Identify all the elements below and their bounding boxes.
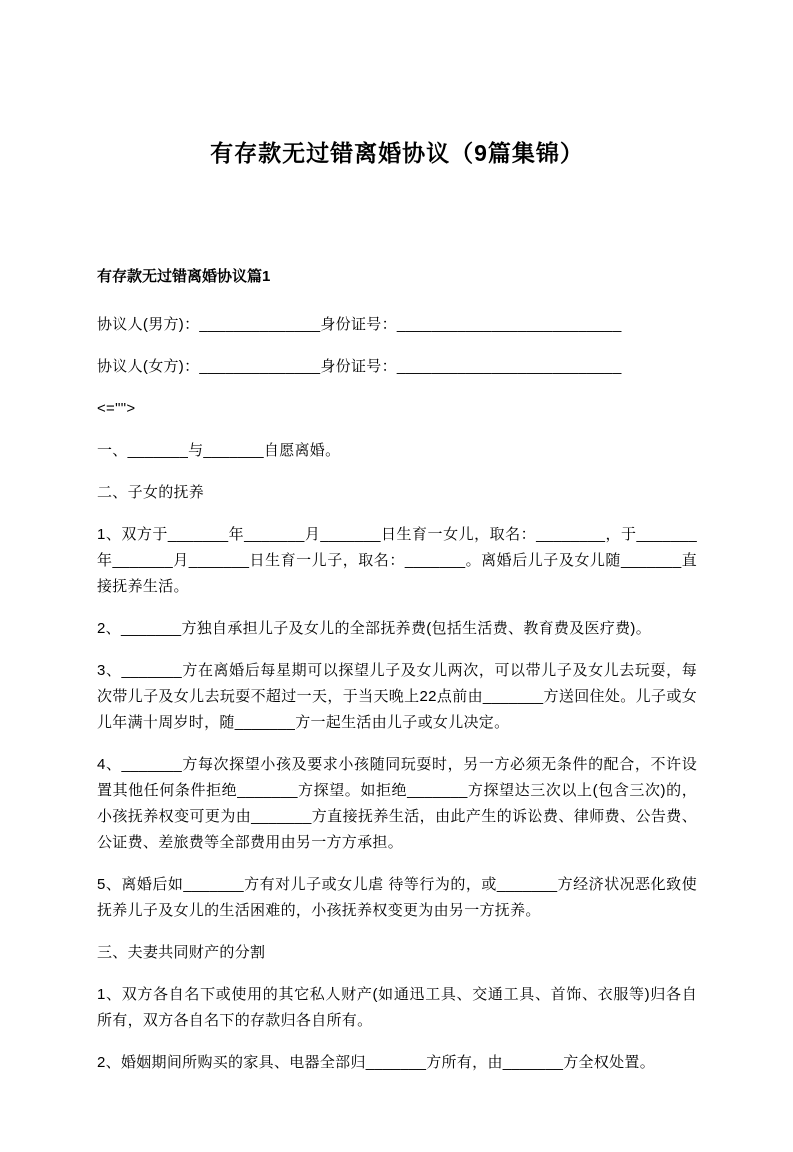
- property-item-2: 2、婚姻期间所购买的家具、电器全部归_______方所有，由_______方全权处置。: [97, 1054, 656, 1071]
- markup-artifact-line: <="">: [97, 400, 136, 417]
- party-male-line: 协议人(男方)：______________身份证号：__________________________: [97, 316, 622, 333]
- property-item-1: 1、双方各自名下或使用的其它私人财产(如通迅工具、交通工具、首饰、衣服等)归各自所有，双方各自名下的存款归各自所有。: [97, 986, 697, 1029]
- custody-item-2: 2、_______方独自承担儿子及女儿的全部抚养费(包括生活费、教育费及医疗费)。: [97, 620, 652, 637]
- document-title: 有存款无过错离婚协议（9篇集锦）: [210, 140, 584, 166]
- section-children-custody: 二、子女的抚养: [97, 484, 205, 501]
- custody-item-5: 5、离婚后如_______方有对儿子或女儿虐 待等行为的，或_______方经济状况恶化致使抚养儿子及女儿的生活困难的，小孩抚养权变更为由另一方抚养。: [97, 876, 697, 919]
- custody-item-1: 1、双方于_______年_______月_______日生育一女儿，取名：________，于_______年_______月_______日生育一儿子，取名：_______。离婚后儿子及女儿随_______直接抚养生活。: [97, 526, 697, 595]
- party-female-line: 协议人(女方)：______________身份证号：__________________________: [97, 358, 622, 375]
- section-heading-part1: 有存款无过错离婚协议篇1: [97, 268, 271, 285]
- custody-item-3: 3、_______方在离婚后每星期可以探望儿子及女儿两次，可以带儿子及女儿去玩耍，每次带儿子及女儿去玩耍不超过一天，于当天晚上22点前由_______方送回住处。儿子或女儿年满十周岁时，随_______方一起生活由儿子或女儿决定。: [97, 662, 697, 731]
- clause-voluntary-divorce: 一、_______与_______自愿离婚。: [97, 442, 341, 459]
- custody-item-4: 4、_______方每次探望小孩及要求小孩随同玩耍时，另一方必须无条件的配合，不许设置其他任何条件拒绝_______方探望。如拒绝_______方探望达三次以上(包含三次)的，小孩抚养权变可更为由_______方直接抚养生活，由此产生的诉讼费、律师费、公告费、公证费、差旅费等全部费用由另一方方承担。: [97, 756, 697, 851]
- section-property-division: 三、夫妻共同财产的分割: [97, 944, 266, 961]
